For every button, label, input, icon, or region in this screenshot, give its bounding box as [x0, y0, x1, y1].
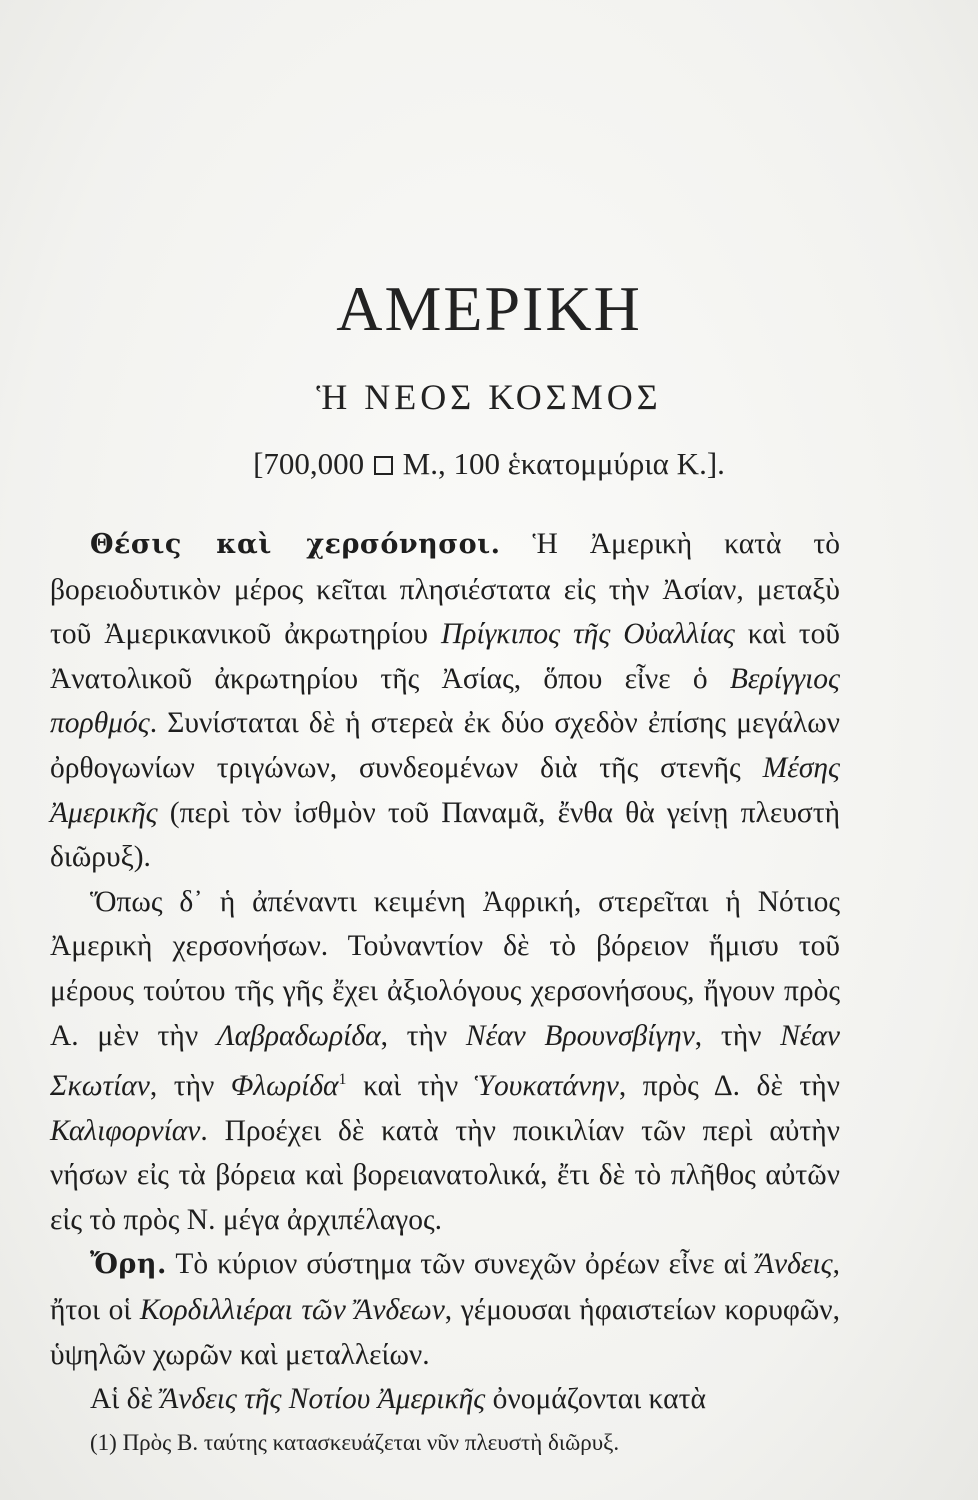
main-text	[50, 522, 840, 1422]
place-name: Μέσης Ἀμερικῆς	[50, 751, 840, 829]
square-icon	[374, 456, 393, 475]
footnote-marker: 1	[338, 1071, 347, 1089]
text-run: Ἡ Ἀμερικὴ κατὰ τὸ βορειοδυτικὸν μέρος κεῖται πλησιέστατα εἰς τὴν Ἀσίαν, μεταξὺ τοῦ Ἀμερικανικοῦ ἀκρωτηρίου	[50, 528, 840, 651]
text-run: , πρὸς Δ. δὲ τὴν	[618, 1069, 840, 1102]
section-heading-position: Θέσις καὶ χερσόνησοι.	[90, 529, 501, 560]
text-run: (περὶ τὸν ἰσθμὸν τοῦ Παναμᾶ, ἔνθα θὰ γείνῃ πλευστὴ διῶρυξ).	[50, 796, 840, 874]
area-open-bracket: [	[253, 446, 264, 481]
text-run: . Προέχει δὲ κατὰ τὴν ποικιλίαν τῶν περὶ αὐτὴν νήσων εἰς τὰ βόρεια καὶ βορειανατολικά, ἔτι δὲ τὸ πλῆθος αὐτῶν εἰς τὸ πρὸς Ν. μέγα ἀρχιπέλαγος.	[50, 1114, 840, 1236]
place-name: Πρίγκιπος τῆς Οὐαλλίας	[441, 618, 735, 651]
place-name: Κορδιλλιέραι τῶν Ἄνδεων	[139, 1293, 445, 1326]
place-name: Νέαν Βρουνσβίγην	[465, 1019, 695, 1052]
paragraph-andes	[50, 1377, 840, 1422]
place-name: Ἄνδεις τῆς Νοτίου Ἀμερικῆς	[160, 1383, 486, 1416]
text-run: καὶ τοῦ Ἀνατολικοῦ ἀκρωτηρίου τῆς Ἀσίας, ὅπου εἶνε ὁ	[50, 618, 840, 695]
text-run: ὀνομάζονται κατὰ	[485, 1383, 706, 1416]
place-name: Βερίγγιος πορθμός	[50, 662, 840, 740]
place-name: Φλωρίδα	[230, 1069, 339, 1102]
area-close-bracket: ].	[706, 446, 725, 481]
area-population-line	[0, 446, 978, 482]
text-run: Αἱ δὲ	[90, 1383, 161, 1416]
text-run: , τὴν	[149, 1069, 231, 1102]
text-run: , τὴν	[380, 1019, 466, 1052]
place-name: Ὑουκατάνην	[474, 1069, 619, 1102]
text-run: καὶ τὴν	[346, 1069, 475, 1102]
place-name: Νέαν Σκωτίαν	[50, 1019, 841, 1102]
area-population-text: Μ., 100 ἑκατομμύρια Κ.	[402, 446, 707, 481]
place-name: Λαβραδωρίδα	[216, 1019, 381, 1052]
text-run: , τὴν	[694, 1019, 781, 1052]
page-subtitle: Ἡ ΝΕΟΣ ΚΟΣΜΟΣ	[316, 377, 662, 417]
section-heading-mountains: Ὄρη.	[90, 1249, 167, 1281]
place-name: Καλιφορνίαν	[50, 1114, 201, 1147]
text-run: , γέμουσαι ἡφαιστείων κορυφῶν, ὑψηλῶν χωρῶν καὶ μεταλλείων.	[50, 1293, 841, 1371]
paragraph-mountains	[50, 1242, 840, 1377]
paragraph-peninsulas	[50, 880, 840, 1243]
text-run: Ὅπως δ᾽ ἡ ἀπέναντι κειμένη Ἀφρική, στερεῖται ἡ Νότιος Ἀμερικὴ χερσονήσων. Τοὐναντίον δὲ τὸ βόρειον ἥμισυ τοῦ μέρους τούτου τῆς γῆς ἔχει ἀξιολόγους χερσονήσους, ἤγουν πρὸς Α. μὲν τὴν	[50, 885, 840, 1052]
text-run: . Συνίσταται δὲ ἡ στερεὰ ἐκ δύο σχεδὸν ἐπίσης μεγάλων ὀρθογωνίων τριγώνων, συνδεομένων διὰ τῆς στενῆς	[50, 707, 840, 784]
area-value: 700,000	[263, 446, 365, 481]
paragraph-position	[50, 522, 840, 880]
footnote: (1) Πρὸς Β. ταύτης κατασκευάζεται νῦν πλευστὴ διῶρυξ.	[90, 1430, 620, 1455]
page-title: ΑΜΕΡΙΚΗ	[336, 273, 642, 344]
text-run: Τὸ κύριον σύστημα τῶν συνεχῶν ὀρέων εἶνε αἱ	[166, 1248, 756, 1281]
place-name: Ἄνδεις	[756, 1248, 833, 1281]
text-run: , ἤτοι οἱ	[50, 1248, 840, 1326]
